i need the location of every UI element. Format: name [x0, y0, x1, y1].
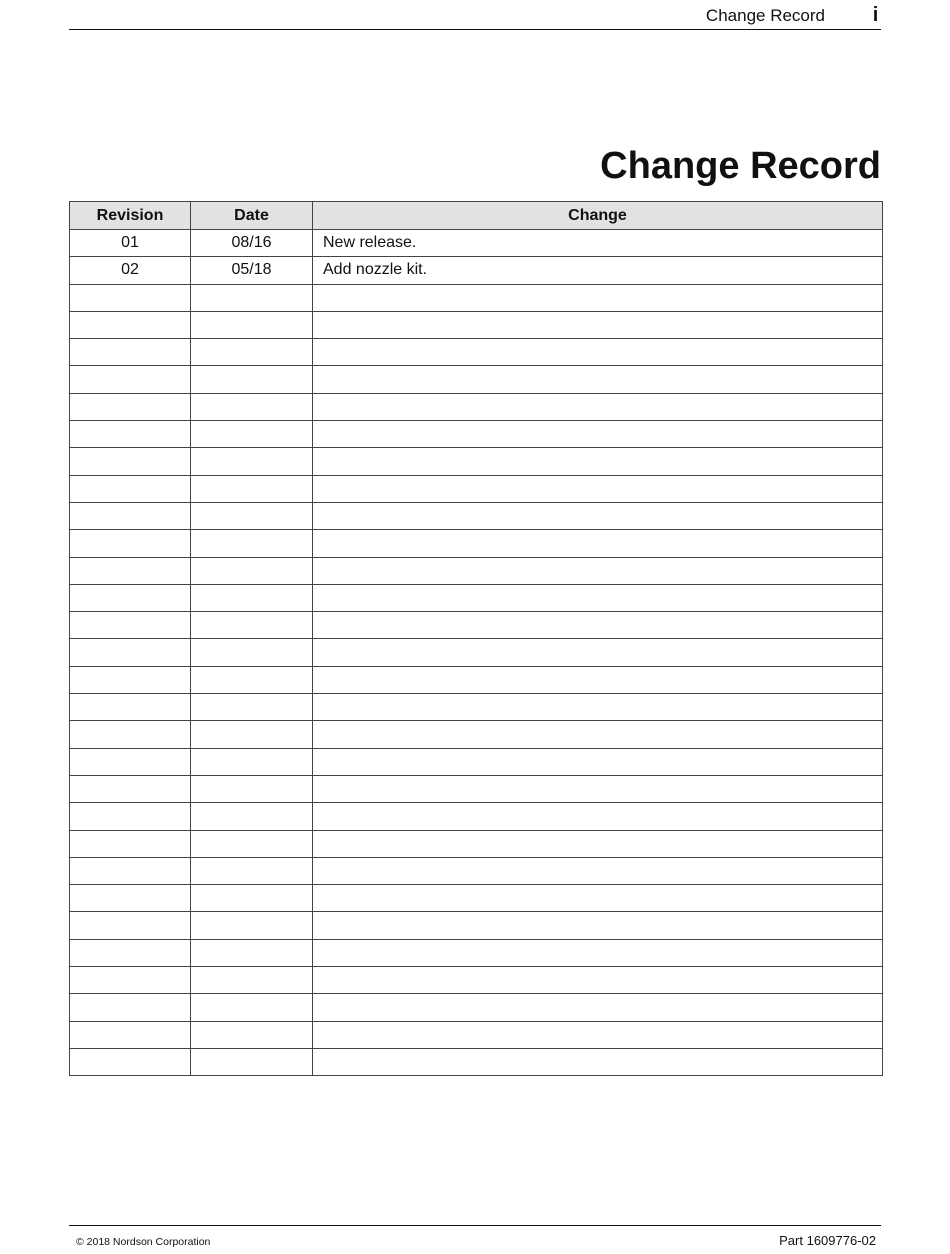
table-row-empty: [70, 448, 883, 475]
empty-cell: [313, 475, 883, 502]
empty-cell: [313, 502, 883, 529]
page-title: Change Record: [600, 145, 881, 187]
empty-cell: [313, 666, 883, 693]
empty-cell: [313, 612, 883, 639]
column-header-date: Date: [191, 202, 313, 230]
table-row-empty: [70, 339, 883, 366]
running-header-title: Change Record: [705, 6, 825, 25]
empty-cell: [313, 967, 883, 994]
column-header-change: Change: [313, 202, 883, 230]
empty-cell: [191, 694, 313, 721]
empty-cell: [191, 339, 313, 366]
empty-cell: [70, 803, 191, 830]
empty-cell: [70, 311, 191, 338]
empty-cell: [70, 666, 191, 693]
empty-cell: [70, 830, 191, 857]
empty-cell: [70, 557, 191, 584]
empty-cell: [70, 475, 191, 502]
empty-cell: [70, 694, 191, 721]
revision-cell: 01: [70, 230, 191, 257]
empty-cell: [313, 775, 883, 802]
table-row: [70, 257, 883, 284]
empty-cell: [191, 748, 313, 775]
table-row-empty: [70, 666, 883, 693]
table-row-empty: [70, 475, 883, 502]
empty-cell: [313, 339, 883, 366]
table-row-empty: [70, 748, 883, 775]
empty-cell: [313, 1048, 883, 1075]
empty-cell: [313, 421, 883, 448]
empty-cell: [191, 1021, 313, 1048]
change-cell: New release.: [313, 230, 883, 257]
empty-cell: [191, 830, 313, 857]
empty-cell: [191, 311, 313, 338]
table-row-empty: [70, 912, 883, 939]
table-row: [70, 230, 883, 257]
empty-cell: [70, 530, 191, 557]
empty-cell: [191, 639, 313, 666]
empty-cell: [191, 502, 313, 529]
table-row-empty: [70, 284, 883, 311]
empty-cell: [313, 639, 883, 666]
empty-cell: [70, 967, 191, 994]
footer-copyright: © 2018 Nordson Corporation: [76, 1236, 211, 1248]
empty-cell: [70, 1048, 191, 1075]
empty-cell: [313, 393, 883, 420]
empty-cell: [313, 311, 883, 338]
table-row-empty: [70, 1048, 883, 1075]
table-row-empty: [70, 366, 883, 393]
empty-cell: [70, 612, 191, 639]
empty-cell: [70, 857, 191, 884]
empty-cell: [313, 448, 883, 475]
empty-cell: [313, 885, 883, 912]
empty-cell: [313, 284, 883, 311]
empty-cell: [313, 939, 883, 966]
empty-cell: [313, 803, 883, 830]
footer-rule: [69, 1225, 881, 1226]
empty-cell: [313, 1021, 883, 1048]
empty-cell: [191, 557, 313, 584]
table-header-row: [70, 202, 883, 230]
table-body: [70, 230, 883, 1076]
empty-cell: [313, 830, 883, 857]
page-number: i: [872, 4, 879, 26]
empty-cell: [191, 530, 313, 557]
empty-cell: [191, 939, 313, 966]
table-row-empty: [70, 530, 883, 557]
table-row-empty: [70, 393, 883, 420]
table-row-empty: [70, 967, 883, 994]
table-row-empty: [70, 803, 883, 830]
empty-cell: [191, 721, 313, 748]
change-cell: Add nozzle kit.: [313, 257, 883, 284]
empty-cell: [313, 857, 883, 884]
column-header-revision: Revision: [70, 202, 191, 230]
empty-cell: [191, 393, 313, 420]
date-cell: 08/16: [191, 230, 313, 257]
empty-cell: [70, 584, 191, 611]
empty-cell: [191, 666, 313, 693]
table-row-empty: [70, 1021, 883, 1048]
empty-cell: [70, 366, 191, 393]
empty-cell: [313, 557, 883, 584]
empty-cell: [313, 530, 883, 557]
empty-cell: [191, 857, 313, 884]
empty-cell: [70, 912, 191, 939]
revision-cell: 02: [70, 257, 191, 284]
empty-cell: [191, 967, 313, 994]
empty-cell: [191, 803, 313, 830]
empty-cell: [70, 939, 191, 966]
empty-cell: [191, 284, 313, 311]
empty-cell: [70, 885, 191, 912]
empty-cell: [191, 612, 313, 639]
empty-cell: [70, 639, 191, 666]
empty-cell: [70, 775, 191, 802]
empty-cell: [191, 421, 313, 448]
table-row-empty: [70, 557, 883, 584]
table-row-empty: [70, 721, 883, 748]
empty-cell: [70, 421, 191, 448]
table-row-empty: [70, 502, 883, 529]
change-record-table: [69, 201, 883, 1076]
empty-cell: [70, 748, 191, 775]
table-row-empty: [70, 694, 883, 721]
date-cell: 05/18: [191, 257, 313, 284]
empty-cell: [191, 912, 313, 939]
empty-cell: [191, 448, 313, 475]
table-row-empty: [70, 584, 883, 611]
table-row-empty: [70, 857, 883, 884]
table-row-empty: [70, 885, 883, 912]
footer-part-number: Part 1609776-02: [779, 1233, 876, 1248]
table-row-empty: [70, 612, 883, 639]
table-row-empty: [70, 775, 883, 802]
empty-cell: [191, 994, 313, 1021]
empty-cell: [313, 994, 883, 1021]
empty-cell: [313, 721, 883, 748]
empty-cell: [191, 1048, 313, 1075]
empty-cell: [70, 502, 191, 529]
table-row-empty: [70, 994, 883, 1021]
empty-cell: [70, 284, 191, 311]
header-rule: [69, 29, 881, 30]
empty-cell: [70, 994, 191, 1021]
table-row-empty: [70, 311, 883, 338]
table-row-empty: [70, 830, 883, 857]
empty-cell: [191, 475, 313, 502]
empty-cell: [313, 584, 883, 611]
empty-cell: [70, 448, 191, 475]
empty-cell: [70, 721, 191, 748]
empty-cell: [191, 775, 313, 802]
empty-cell: [313, 912, 883, 939]
empty-cell: [70, 1021, 191, 1048]
empty-cell: [313, 748, 883, 775]
empty-cell: [313, 694, 883, 721]
empty-cell: [191, 885, 313, 912]
empty-cell: [191, 584, 313, 611]
empty-cell: [70, 339, 191, 366]
table-row-empty: [70, 639, 883, 666]
empty-cell: [191, 366, 313, 393]
table-row-empty: [70, 939, 883, 966]
table-row-empty: [70, 421, 883, 448]
empty-cell: [70, 393, 191, 420]
empty-cell: [313, 366, 883, 393]
